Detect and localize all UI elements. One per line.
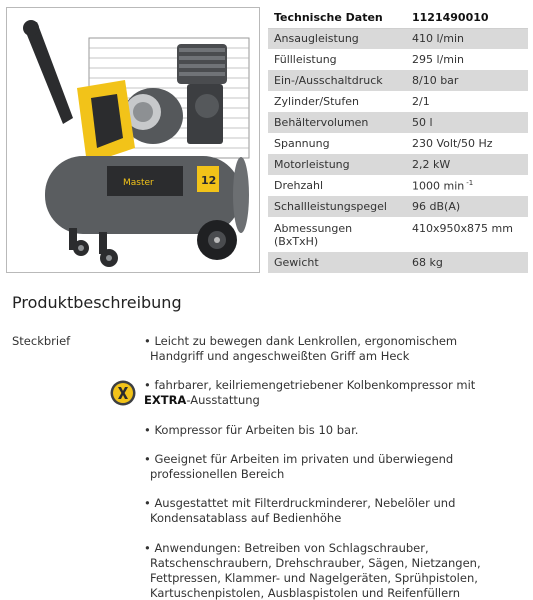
spec-label: Zylinder/Stufen	[268, 91, 406, 112]
spec-label: Ansaugleistung	[268, 28, 406, 49]
spec-row	[268, 28, 528, 49]
spec-label: Behältervolumen	[268, 112, 406, 133]
profile-label: Steckbrief	[12, 334, 71, 348]
feature-line: • Geeignet für Arbeiten im privaten und überwiegend	[144, 452, 454, 466]
feature-line: professionellen Bereich	[150, 467, 285, 481]
model-label: 12	[201, 174, 217, 187]
spec-header-value: 1121490010	[406, 8, 528, 28]
extra-highlight: EXTRA	[144, 393, 187, 407]
extra-badge-icon	[110, 380, 136, 406]
rpm-exponent: -1	[466, 178, 474, 187]
spec-label: Drehzahl	[268, 175, 406, 196]
spec-header-label: Technische Daten	[268, 8, 406, 28]
spec-table	[268, 8, 528, 273]
feature-item	[144, 334, 524, 364]
spec-value: 230 Volt/50 Hz	[406, 133, 528, 154]
feature-line: Handgriff und angeschweißten Griff am Heck	[150, 349, 410, 363]
feature-item	[144, 423, 524, 438]
feature-line: Kondensatablass auf Bedienhöhe	[150, 511, 342, 525]
feature-line: Ratschenschraubern, Drehschrauber, Sägen, Nietzangen,	[150, 556, 481, 570]
spec-label: Gewicht	[268, 252, 406, 273]
section-title: Produktbeschreibung	[12, 293, 182, 312]
spec-label: Motorleistung	[268, 154, 406, 175]
spec-row	[268, 49, 528, 70]
spec-label	[268, 217, 406, 252]
spec-value: 8/10 bar	[406, 70, 528, 91]
feature-line: • fahrbarer, keilriemengetriebener Kolbenkompressor mit	[144, 378, 476, 392]
feature-line: Kartuschenpistolen, Ausblaspistolen und Reifenfüllern	[150, 586, 461, 600]
spec-row	[268, 252, 528, 273]
spec-row	[268, 133, 528, 154]
spec-value: 295 l/min	[406, 49, 528, 70]
feature-line: • Ausgestattet mit Filterdruckminderer, Nebelöler und	[144, 496, 456, 510]
feature-line: Fettpressen, Klammer- und Nagelgeräten, Sprühpistolen,	[150, 571, 478, 585]
spec-row	[268, 154, 528, 175]
spec-value: 68 kg	[406, 252, 528, 273]
spec-value: 2/1	[406, 91, 528, 112]
spec-value: 410 l/min	[406, 28, 528, 49]
spec-value: 410x950x875 mm	[406, 217, 528, 252]
spec-value: 2,2 kW	[406, 154, 528, 175]
spec-label: Spannung	[268, 133, 406, 154]
feature-item	[144, 452, 524, 482]
spec-label: Ein-/Ausschaltdruck	[268, 70, 406, 91]
rpm-value: 1000 min	[412, 179, 465, 193]
spec-row	[268, 217, 528, 252]
feature-item	[144, 541, 524, 600]
spec-value	[406, 175, 528, 196]
compressor-illustration	[7, 8, 260, 273]
feature-line: • Leicht zu bewegen dank Lenkrollen, ergonomischem	[144, 334, 458, 348]
spec-row	[268, 91, 528, 112]
feature-line-rest: -Ausstattung	[186, 393, 260, 407]
spec-value: 50 l	[406, 112, 528, 133]
dimensions-sublabel: (BxTxH)	[274, 234, 319, 248]
feature-line: • Anwendungen: Betreiben von Schlagschrauber,	[144, 541, 429, 555]
feature-line: • Kompressor für Arbeiten bis 10 bar.	[144, 423, 359, 437]
spec-label: Schallleistungspegel	[268, 196, 406, 217]
brand-label: Master	[123, 178, 154, 188]
feature-item	[144, 378, 524, 408]
spec-row	[268, 175, 528, 196]
spec-header-row	[268, 8, 528, 28]
spec-row	[268, 112, 528, 133]
spec-label: Füllleistung	[268, 49, 406, 70]
feature-item	[144, 496, 524, 526]
spec-row	[268, 70, 528, 91]
product-image	[6, 7, 260, 273]
spec-value: 96 dB(A)	[406, 196, 528, 217]
spec-row	[268, 196, 528, 217]
feature-line	[144, 393, 524, 408]
dimensions-label: Abmessungen	[274, 221, 353, 235]
